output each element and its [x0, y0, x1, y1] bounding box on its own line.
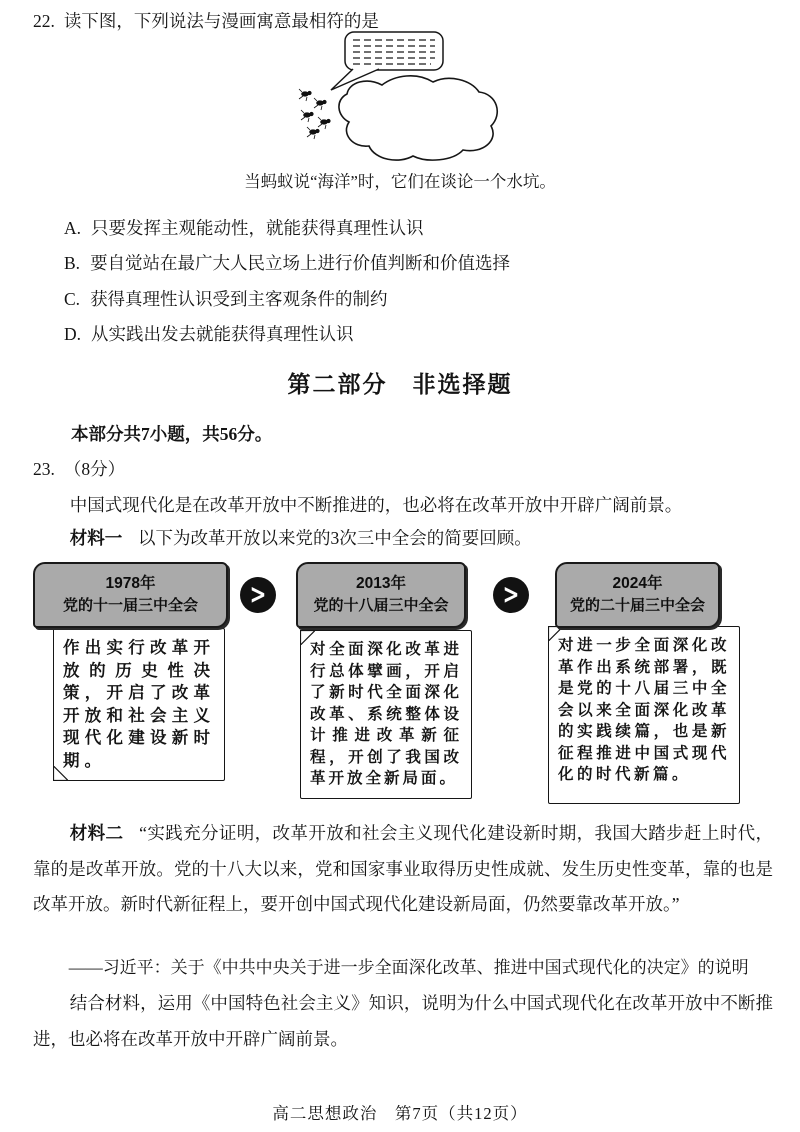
option-d-label: D. — [64, 323, 82, 344]
timeline-header-1978 — [33, 562, 228, 628]
option-a-text: 只要发挥主观能动性，就能获得真理性认识 — [91, 218, 424, 238]
timeline-body-2013 — [300, 630, 472, 799]
material-two-paragraph — [33, 816, 773, 923]
option-c-text: 获得真理性认识受到主客观条件的制约 — [90, 288, 388, 309]
option-a-label: A. — [64, 218, 82, 238]
arrow-right-icon — [240, 577, 276, 613]
timeline-year: 2013年 — [356, 575, 406, 592]
cartoon-caption: 当蚂蚁说“海洋”时，它们在谈论一个水坑。 — [244, 172, 556, 191]
ant-icon — [307, 127, 319, 139]
timeline-header-2013 — [296, 562, 466, 628]
material-two-text: “实践充分证明，改革开放和社会主义现代化建设新时期，我国大踏步赶上时代，靠的是改革开放。党的十八大以来，党和国家事业取得历史性成就、发生历史性变革，靠的也是改革开放。新时代新征程上，要开创中国式现代化建设新局面，仍然要靠改革开放。” — [33, 823, 774, 914]
material-one-line — [33, 521, 773, 557]
ant-icon — [299, 89, 311, 101]
option-c-label: C. — [64, 288, 81, 309]
corner-fold-icon — [300, 630, 315, 645]
option-b-text: 要自觉站在最广大人民立场上进行价值判断和价值选择 — [90, 253, 511, 274]
question-23-number: 23. — [33, 459, 55, 479]
material-one-text: 以下为改革开放以来党的3次三中全会的简要回顾。 — [138, 528, 532, 548]
puddle-shape — [339, 76, 497, 160]
chevron-glyph: > — [249, 579, 267, 611]
timeline-year: 1978年 — [105, 575, 156, 592]
ant-icon — [314, 98, 326, 110]
ants-cartoon-illustration — [287, 30, 502, 168]
ants-group — [299, 89, 330, 139]
section-two-intro: 本部分共7小题，共56分。 — [71, 424, 273, 444]
question-22-stem-text: 读下图，下列说法与漫画寓意最相符的是 — [63, 11, 379, 31]
timeline-title: 党的十一届三中全会 — [62, 597, 198, 614]
arrow-right-icon — [493, 577, 529, 613]
question-23-header — [33, 456, 125, 481]
question-22-options — [64, 211, 510, 352]
section-two-title: 第二部分 非选择题 — [287, 371, 513, 397]
material-two-label: 材料二 — [69, 823, 124, 843]
quote-attribution: ——习近平：关于《中共中央关于进一步全面深化改革、推进中国式现代化的决定》的说明 — [68, 958, 749, 977]
chevron-glyph: > — [502, 579, 520, 611]
ants-cartoon — [287, 30, 502, 168]
material-one-label: 材料一 — [69, 528, 123, 548]
timeline-desc: 对全面深化改革进行总体擘画，开启了新时代全面深化改革、系统整体设计推进改革新征程，开创了我国改革开放全新局面。 — [310, 641, 462, 787]
question-23-task: 结合材料，运用《中国特色社会主义》知识，说明为什么中国式现代化在改革开放中不断推进，也必将在改革开放中开辟广阔前景。 — [33, 993, 773, 1049]
option-d-text: 从实践出发去就能获得真理性认识 — [91, 323, 354, 344]
ant-icon — [301, 110, 313, 122]
option-c — [64, 282, 510, 317]
timeline-title: 党的十八届三中全会 — [313, 597, 449, 614]
question-22-number: 22. — [33, 11, 55, 31]
corner-fold-icon — [53, 766, 68, 781]
ant-icon — [318, 117, 330, 129]
timeline-header-2024 — [555, 562, 720, 628]
option-a — [64, 211, 510, 246]
timeline-body-1978 — [53, 628, 225, 781]
page-footer: 高二思想政治 第7页（共12页） — [272, 1104, 528, 1123]
plenum-timeline-diagram — [28, 556, 776, 818]
question-23-score: （8分） — [63, 459, 126, 479]
timeline-title: 党的二十届三中全会 — [569, 597, 705, 614]
question-23-intro-paragraph: 中国式现代化是在改革开放中不断推进的，也必将在改革开放中开辟广阔前景。 — [69, 495, 683, 515]
option-b-label: B. — [64, 253, 81, 274]
corner-fold-icon — [548, 626, 563, 641]
option-d — [64, 317, 510, 352]
timeline-body-2024 — [548, 626, 740, 804]
option-b — [64, 246, 510, 281]
timeline-desc: 对进一步全面深化改革作出系统部署，既是党的十八届三中全会以来全面深化改革的实践续篇，也是新征程推进中国式现代化的时代新篇。 — [558, 637, 730, 783]
timeline-year: 2024年 — [612, 575, 663, 592]
timeline-desc: 作出实行改革开放的历史性决策，开启了改革开放和社会主义现代化建设新时期。 — [63, 638, 215, 770]
